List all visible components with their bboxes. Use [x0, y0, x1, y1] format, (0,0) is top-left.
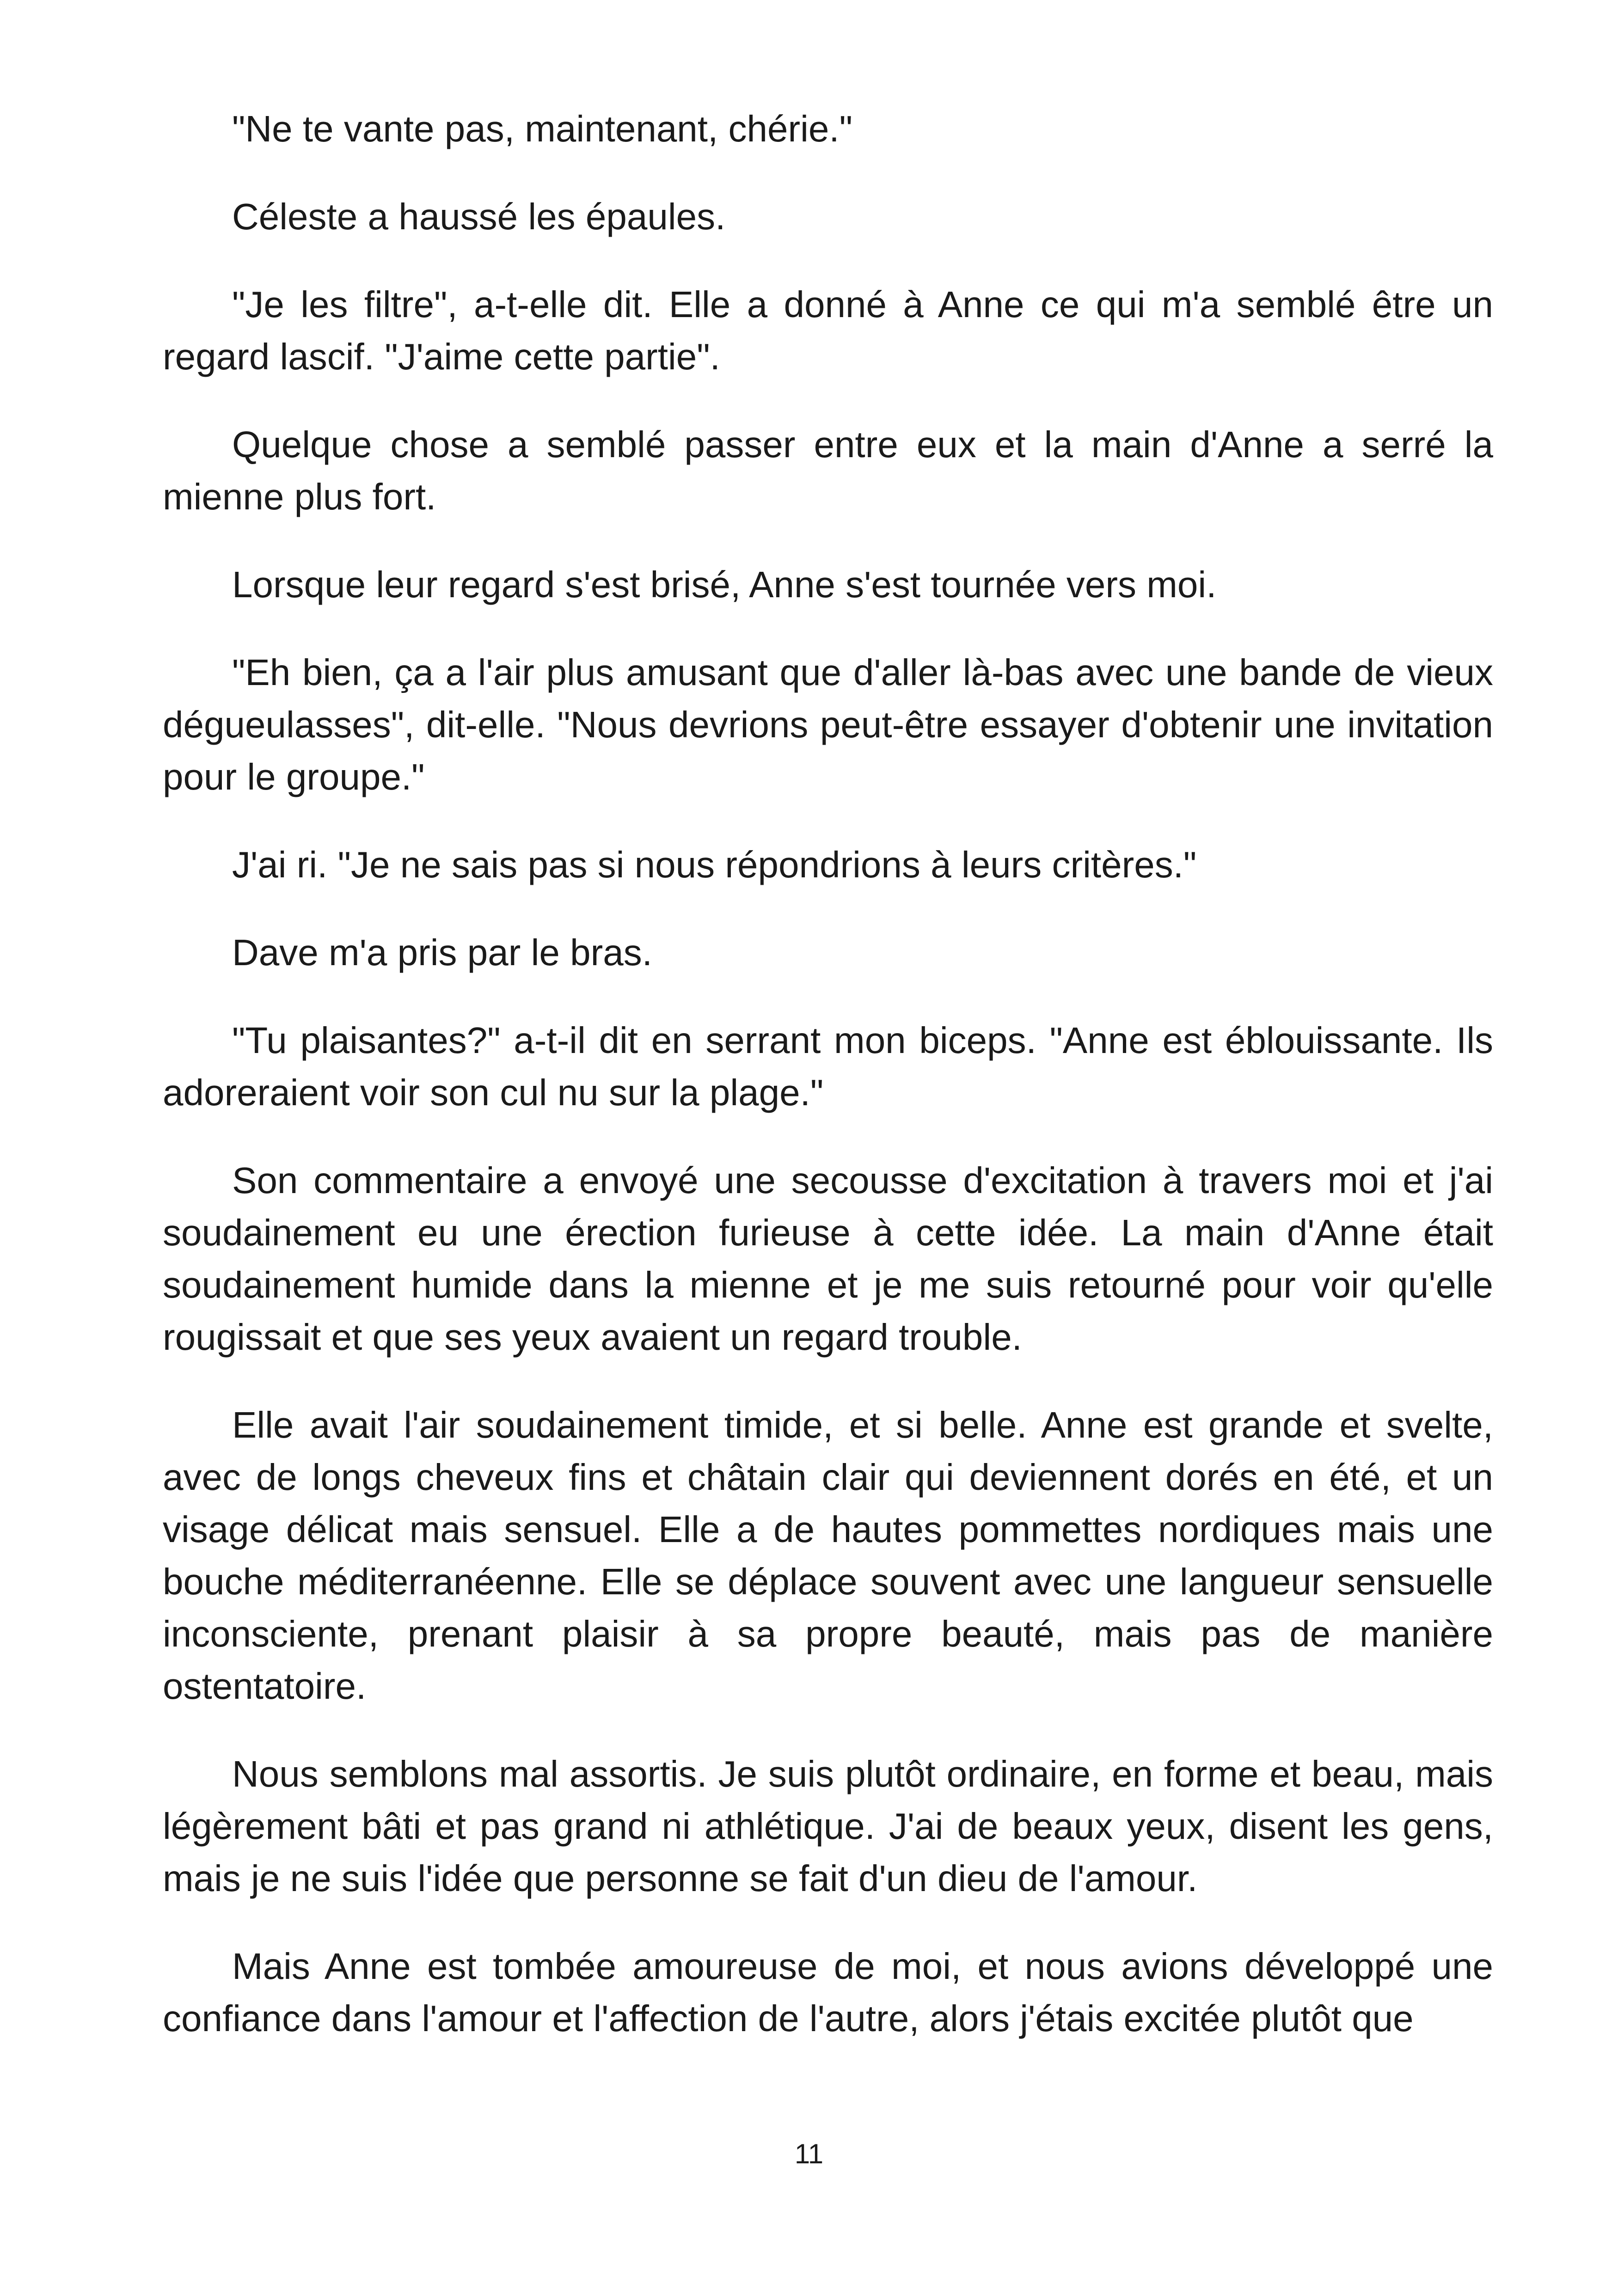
paragraph-12: Nous semblons mal assortis. Je suis plutôt ordinaire, en forme et beau, mais légèrement bâti et pas grand ni athlétique. J'ai de beaux yeux, disent les gens, mais je ne suis l'idée que personne se fait d'un dieu de l'amour. — [163, 1753, 1493, 1899]
paragraph-7: J'ai ri. "Je ne sais pas si nous répondrions à leurs critères." — [232, 844, 1197, 885]
body-text — [163, 103, 1493, 2080]
paragraph-1: "Ne te vante pas, maintenant, chérie." — [232, 108, 852, 149]
paragraph-6: "Eh bien, ça a l'air plus amusant que d'aller là-bas avec une bande de vieux dégueulasses", dit-elle. "Nous devrions peut-être essayer d'obtenir une invitation pour le groupe." — [163, 652, 1493, 797]
paragraph-9: "Tu plaisantes?" a-t-il dit en serrant mon biceps. "Anne est éblouissante. Ils adoreraient voir son cul nu sur la plage." — [163, 1020, 1493, 1113]
paragraph-13: Mais Anne est tombée amoureuse de moi, et nous avions développé une confiance dans l'amour et l'affection de l'autre, alors j'étais excitée plutôt que — [163, 1946, 1493, 2039]
paragraph-8: Dave m'a pris par le bras. — [232, 932, 652, 973]
paragraph-3: "Je les filtre", a-t-elle dit. Elle a donné à Anne ce qui m'a semblé être un regard lascif. "J'aime cette partie". — [163, 284, 1493, 377]
paragraph-10: Son commentaire a envoyé une secousse d'excitation à travers moi et j'ai soudainement eu une érection furieuse à cette idée. La main d'Anne était soudainement humide dans la mienne et je me suis retourné pour voir qu'elle rougissait et que ses yeux avaient un regard trouble. — [163, 1160, 1493, 1358]
paragraph-4: Quelque chose a semblé passer entre eux et la main d'Anne a serré la mienne plus fort. — [163, 424, 1493, 517]
paragraph-2: Céleste a haussé les épaules. — [232, 196, 726, 237]
paragraph-5: Lorsque leur regard s'est brisé, Anne s'est tournée vers moi. — [232, 564, 1217, 605]
page-number: 11 — [794, 2138, 824, 2169]
paragraph-11: Elle avait l'air soudainement timide, et si belle. Anne est grande et svelte, avec de longs cheveux fins et châtain clair qui deviennent dorés en été, et un visage délicat mais sensuel. Elle a de hautes pommettes nordiques mais une bouche méditerranéenne. Elle se déplace souvent avec une langueur sensuelle inconsciente, prenant plaisir à sa propre beauté, mais pas de manière ostentatoire. — [163, 1404, 1493, 1707]
